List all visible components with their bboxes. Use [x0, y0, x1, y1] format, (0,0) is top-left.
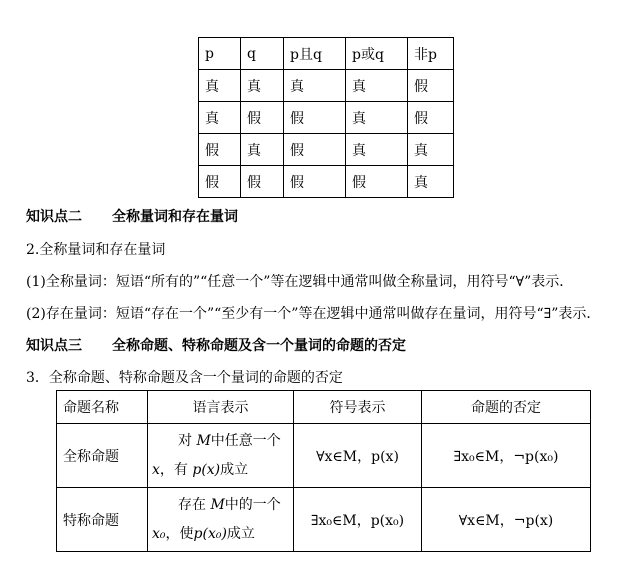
table-cell: 真: [199, 102, 241, 134]
header-cell: 命题的否定: [422, 391, 591, 424]
symbol-expression: ∃x₀∈M，p(x₀): [294, 488, 422, 552]
table-row: [199, 102, 454, 134]
section-heading-title: 全称命题、特称命题及含一个量词的命题的否定: [112, 338, 406, 354]
table-cell: 假: [241, 102, 284, 134]
table-cell: 假: [284, 102, 346, 134]
header-cell: 语言表示: [148, 391, 294, 424]
proposition-name: 全称命题: [57, 424, 148, 488]
text: 中任意一个: [210, 432, 281, 449]
table-cell: 真: [346, 102, 408, 134]
header-cell: q: [241, 38, 284, 70]
item-title: 2.全称量词和存在量词: [26, 242, 166, 258]
header-cell: p或q: [346, 38, 408, 70]
text: 中的一个: [224, 496, 281, 513]
quantifier-table-header-row: [57, 391, 591, 424]
table-cell: 真: [408, 134, 454, 166]
header-cell: p: [199, 38, 241, 70]
variable: M: [196, 432, 211, 449]
text: 对: [178, 432, 192, 449]
text: ，使: [165, 525, 194, 542]
paragraph: (2)存在量词：短语“存在一个”“至少有一个”等在逻辑中通常叫做存在量词，用符号“∃”表示．: [26, 306, 601, 322]
text: ，有: [159, 461, 188, 478]
text: 成立: [220, 461, 249, 478]
variable: x: [152, 461, 160, 478]
table-cell: 假: [199, 166, 241, 198]
section-heading: [26, 335, 406, 355]
table-cell: 假: [284, 166, 346, 198]
table-row: [199, 70, 454, 102]
table-cell: 真: [241, 70, 284, 102]
item-title: 3．全称命题、特称命题及含一个量词的命题的否定: [26, 370, 343, 386]
variable: M: [210, 496, 225, 513]
header-cell: 命题名称: [57, 391, 148, 424]
table-cell: 真: [346, 134, 408, 166]
truth-table: [198, 37, 454, 198]
proposition-name: 特称命题: [57, 488, 148, 552]
language-expression: [148, 488, 294, 552]
header-cell: 非p: [408, 38, 454, 70]
expression: p(x): [192, 461, 221, 478]
header-cell: p且q: [284, 38, 346, 70]
table-cell: 真: [284, 70, 346, 102]
table-cell: 假: [408, 102, 454, 134]
section-heading: [26, 206, 238, 226]
expression: p(x₀): [193, 525, 227, 542]
text: 存在: [178, 496, 206, 513]
table-cell: 假: [241, 166, 284, 198]
symbol-expression: ∀x∈M，p(x): [294, 424, 422, 488]
section-heading-label: 知识点三: [26, 338, 82, 354]
paragraph: (1)全称量词：短语“所有的”“任意一个”等在逻辑中通常叫做全称量词，用符号“∀”表示．: [26, 274, 574, 290]
table-row: [57, 488, 591, 552]
table-cell: 真: [199, 70, 241, 102]
table-row: [199, 134, 454, 166]
table-row: [199, 166, 454, 198]
table-cell: 真: [346, 70, 408, 102]
quantifier-table: [56, 390, 591, 552]
language-expression: [148, 424, 294, 488]
truth-table-header-row: [199, 38, 454, 70]
table-cell: 真: [241, 134, 284, 166]
text: 成立: [226, 525, 255, 542]
section-heading-title: 全称量词和存在量词: [112, 209, 238, 225]
table-cell: 假: [199, 134, 241, 166]
section-heading-label: 知识点二: [26, 209, 82, 225]
table-cell: 假: [284, 134, 346, 166]
table-cell: 假: [346, 166, 408, 198]
negation-expression: ∀x∈M，¬p(x): [422, 488, 591, 552]
table-cell: 假: [408, 70, 454, 102]
variable: x₀: [152, 525, 166, 542]
table-cell: 真: [408, 166, 454, 198]
table-row: [57, 424, 591, 488]
negation-expression: ∃x₀∈M，¬p(x₀): [422, 424, 591, 488]
header-cell: 符号表示: [294, 391, 422, 424]
